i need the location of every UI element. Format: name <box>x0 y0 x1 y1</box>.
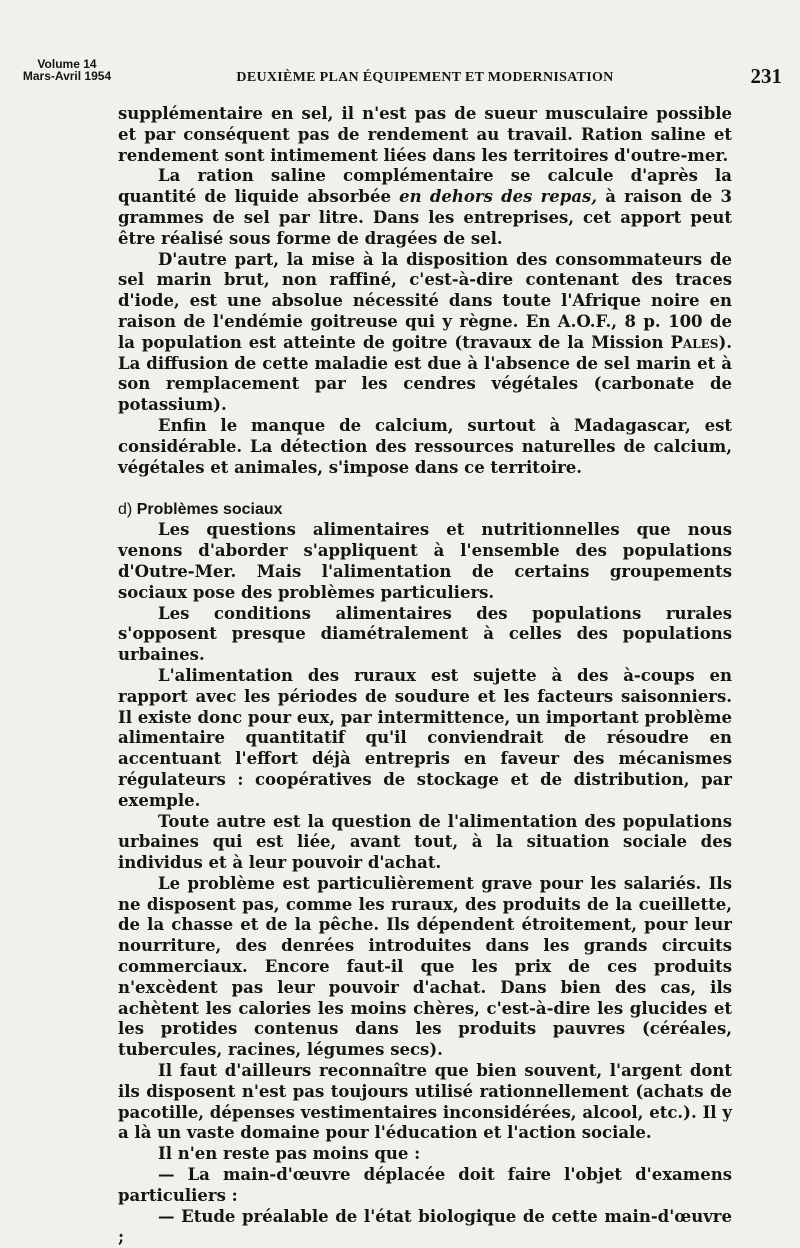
paragraph <box>118 250 732 416</box>
issue-date: Mars-Avril 1954 <box>22 69 112 83</box>
paragraph: L'alimentation des ruraux est sujette à des à-coups en rapport avec les périodes de soudure et les facteurs saisonniers. Il existe donc pour eux, par intermittence, un important problème alimentaire quantitatif qu'il conviendrait de résoudre en accentuant l'effort déjà entrepris en faveur des mécanismes régulateurs : coopératives de stockage et de distribution, par exemple. <box>118 665 732 810</box>
text-run: D'autre part, la mise à la disposition des consommateurs de sel marin brut, non raffiné, c'est-à-dire contenant des traces d'iode, est une absolue nécessité dans toute l'Afrique noire en raison de l'endémie goitreuse qui y règne. En A.O.F., 8 p. 100 de la population est atteinte de goitre (travaux de la Mission <box>118 249 732 352</box>
paragraph: Il n'en reste pas moins que : <box>158 1144 421 1164</box>
text-run: La ration saline complémentaire se calcule d'après la quantité de liquide absorbée <box>118 166 732 207</box>
body-text <box>118 104 732 1248</box>
volume-number: Volume 14 <box>37 57 97 71</box>
paragraph: — La main-d'œuvre déplacée doit faire l'objet d'examens particuliers : <box>118 1165 732 1205</box>
paragraph: Les questions alimentaires et nutritionnelles que nous venons d'aborder s'appliquent à l'ensemble des populations d'Outre-Mer. Mais l'alimentation de certains groupements sociaux pose des problèmes particuliers. <box>118 520 732 602</box>
page-number: 231 <box>750 64 782 88</box>
smallcaps-name: Pales <box>670 332 719 352</box>
paragraph: Enfin le manque de calcium, surtout à Madagascar, est considérable. La détection des ressources naturelles de calcium, végétales et animales, s'impose dans ce territoire. <box>118 415 732 477</box>
paragraph: Le problème est particulièrement grave pour les salariés. Ils ne disposent pas, comme les ruraux, des produits de la cueillette, de la chasse et de la pêche. Ils dépendent étroitement, pour leur nourriture, des denrées introduites dans les grands circuits commerciaux. Encore faut-il que les prix de ces produits n'excèdent pas leur pouvoir d'achat. Dans bien des cas, ils achètent les calories les moins chères, c'est-à-dire les glucides et les protides contenus dans les produits pauvres (céréales, tubercules, racines, légumes secs). <box>118 873 732 1060</box>
paragraph <box>118 166 732 249</box>
section-title: Problèmes sociaux <box>136 501 283 519</box>
paragraph: Il faut d'ailleurs reconnaître que bien souvent, l'argent dont ils disposent n'est pas toujours utilisé rationnellement (achats de pacotille, dépenses vestimentaires inconsidérées, alcool, etc.). Il y a là un vaste domaine pour l'éducation et l'action sociale. <box>118 1061 732 1143</box>
paragraph: Les conditions alimentaires des populations rurales s'opposent presque diamétralement à celles des populations urbaines. <box>118 603 732 665</box>
text-run: à raison de 3 grammes de sel par litre. Dans les entreprises, cet apport peut être réalisé sous forme de dragées de sel. <box>118 187 732 248</box>
running-title: DEUXIÈME PLAN ÉQUIPEMENT ET MODERNISATION <box>236 70 614 85</box>
paragraph: supplémentaire en sel, il n'est pas de sueur musculaire possible et par conséquent pas de rendement au travail. Ration saline et rendement sont intimement liées dans les territoires d'outre-mer. <box>118 104 732 165</box>
paragraph: Toute autre est la question de l'alimentation des populations urbaines qui est liée, avant tout, à la situation sociale des individus et à leur pouvoir d'achat. <box>118 811 732 873</box>
text-run: ). La diffusion de cette maladie est due à l'absence de sel marin et à son remplacement par les cendres végétales (carbonate de potassium). <box>118 332 732 415</box>
paragraph: — Etude préalable de l'état biologique de cette main-d'œuvre ; <box>118 1206 732 1247</box>
italic-text: en dehors des repas, <box>399 187 598 207</box>
volume-info <box>12 58 122 82</box>
section-letter: d) <box>118 501 133 519</box>
section-heading <box>118 500 732 520</box>
